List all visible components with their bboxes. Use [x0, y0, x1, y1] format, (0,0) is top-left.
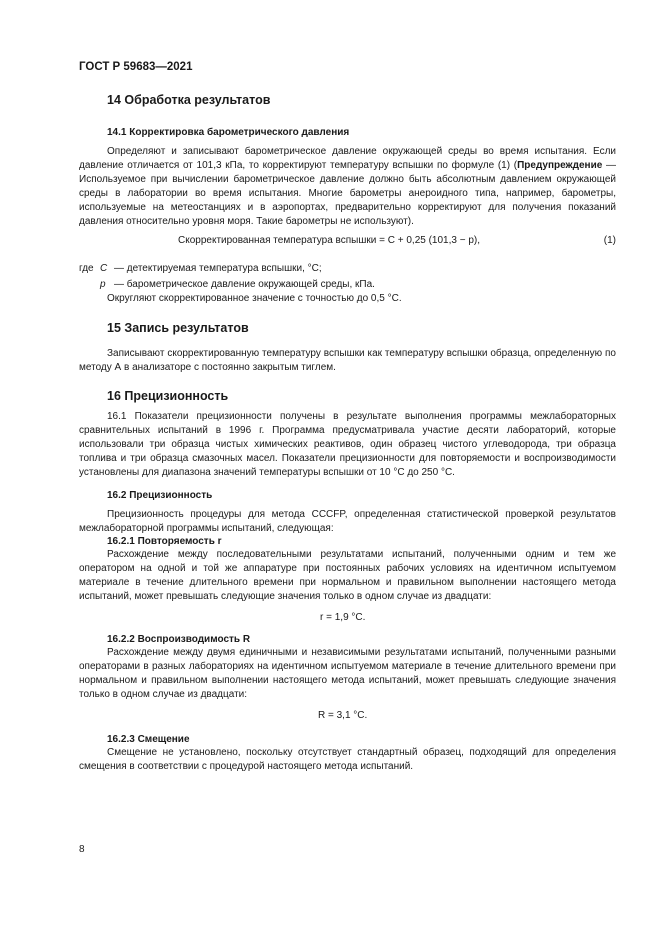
warning-label: Предупреждение [517, 160, 603, 171]
section-16-2-3-heading: 16.2.3 Смещение [107, 734, 190, 745]
where-c-symbol [100, 262, 107, 276]
section-15-heading: 15 Запись результатов [107, 321, 249, 335]
paragraph-part: Определяют и записывают барометрическое давление окружающей среды во время испытания. Если давление отличается от 101,3 кПа, то корректируют температуру вспышки по формуле (1) ( [79, 146, 616, 171]
where-p-symbol [100, 278, 106, 292]
section-16-2-1-heading: 16.2.1 Повторяемость r [107, 536, 222, 547]
section-16-2-2-paragraph: Расхождение между двумя единичными и независимыми результатами испытаний, полученными разными операторами в разных лабораториях на идентичном испытуемом материале в течение длительного времени при нормальном и правильном выполнении настоящего метода испытаний, может превышать следующие значения только в одном случае из двадцати: [79, 647, 616, 700]
section-14-1-heading: 14.1 Корректировка барометрического давления [107, 127, 350, 138]
section-16-2-paragraph: Прецизионность процедуры для метода CCCFP, определенная статистической проверкой результатов межлабораторной программы испытаний, следующая: [79, 509, 616, 534]
section-16-2-2-heading: 16.2.2 Воспроизводимость R [107, 634, 251, 645]
reproducibility-value: R = 3,1 °C. [318, 710, 368, 721]
section-15-paragraph: Записывают скорректированную температуру вспышки как температуру вспышки образца, определенную по методу А в анализаторе с постоянно закрытым тиглем. [79, 348, 616, 373]
section-16-2-1-paragraph: Расхождение между последовательными результатами испытаний, полученными одним и тем же оператором на одной и той же аппаратуре при постоянных рабочих условиях на идентичном испытуемом материале в течение длительного времени при нормальном и правильном выполнении настоящего метода испытаний, может превышать следующие значения только в одном случае из двадцати: [79, 549, 616, 602]
where-p-definition: — барометрическое давление окружающей среды, кПа. [114, 279, 375, 290]
where-c-definition: — детектируемая температура вспышки, °C; [114, 263, 322, 274]
section-16-2-heading: 16.2 Прецизионность [107, 490, 213, 501]
symbol-p: p [100, 279, 106, 290]
paragraph-part: — Используемое при вычислении барометрическое давление должно быть абсолютным давлением окружающей среды в лаборатории во время испытания. Многие барометры анероидного типа, например, барометры, используемые на метеостанциях и в аэропортах, предварительно корректируют для получения показаний давления относительно уровня моря. Такие барометры не используют). [79, 160, 617, 227]
section-14-heading: 14 Обработка результатов [107, 93, 271, 107]
page-number: 8 [79, 844, 85, 855]
symbol-c: C [100, 263, 108, 274]
section-16-1-paragraph: 16.1 Показатели прецизионности получены в результате выполнения программы межлабораторных сравнительных испытаний в 1996 г. Программа предусматривала участие десяти лабораторий, которые использовали три образца чистых химических реактивов, один образец чистого углеводорода, три образца топлива и три образца смазочных масел. Показатели прецизионности для повторяемости и воспроизводимости установлены для диапазона значений температуры вспышки от 10 °C до 250 °C. [79, 411, 616, 478]
where-label: где [79, 263, 94, 274]
section-16-heading: 16 Прецизионность [107, 389, 229, 403]
section-16-2-3-paragraph: Смещение не установлено, поскольку отсутствует стандартный образец, подходящий для определения смещения в соответствии с процедурой настоящего метода испытаний. [79, 747, 616, 772]
formula-1-number: (1) [603, 235, 616, 246]
formula-1: Скорректированная температура вспышки = C + 0,25 (101,3 − p), [178, 235, 481, 246]
rounding-note: Округляют скорректированное значение с точностью до 0,5 °C. [107, 293, 402, 304]
section-14-1-paragraph [79, 145, 616, 229]
standard-designation: ГОСТ Р 59683—2021 [79, 61, 193, 73]
repeatability-value: r = 1,9 °C. [320, 612, 366, 623]
